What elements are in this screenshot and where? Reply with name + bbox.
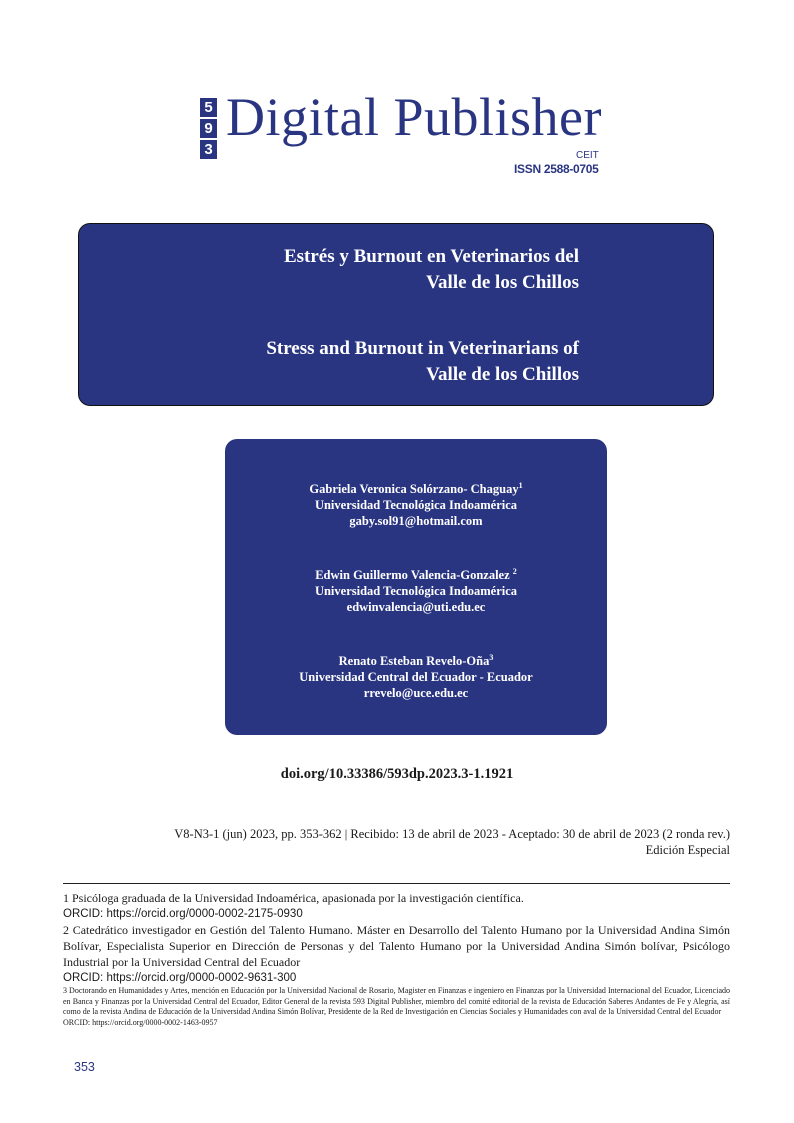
author-block [225, 478, 607, 529]
title-en-line: Stress and Burnout in Veterinarians of [266, 338, 579, 359]
doi-link[interactable]: doi.org/10.33386/593dp.2023.3-1.1921 [280, 766, 514, 782]
author-email[interactable]: edwinvalencia@uti.edu.ec [346, 600, 486, 615]
author-name-line [225, 650, 607, 669]
author-affiliation: Universidad Tecnológica Indoamérica [314, 584, 518, 599]
logo-name: Digital Publisher [226, 87, 602, 147]
title-box [78, 223, 714, 406]
author-name: Gabriela Veronica Solórzano- Chaguay [309, 482, 519, 497]
footnote-1-orcid[interactable]: ORCID: https://orcid.org/0000-0002-2175-0930 [63, 908, 303, 920]
title-english [266, 336, 579, 388]
author-footnote-mark: 3 [489, 653, 494, 662]
footnote-divider [63, 883, 730, 884]
author-footnote-mark: 1 [518, 481, 523, 490]
page-number: 353 [74, 1060, 95, 1074]
footnotes [63, 890, 730, 1028]
title-spanish [284, 244, 579, 296]
author-block [225, 650, 607, 701]
logo-sub: CEIT [576, 150, 599, 161]
journal-logo [200, 87, 620, 180]
issue-info [174, 826, 730, 858]
author-affiliation: Universidad Tecnológica Indoamérica [314, 498, 518, 513]
footnote-3: 3 Doctorando en Humanidades y Artes, mención en Educación por la Universidad Nacional de Rosario, Magister en Finanzas e ingeniero en Finanzas por la Universidad Internacional del Ecuador, Licenciado en Banca y Finanzas por la Universidad Central del Ecuador, Editor General de la revista 593 Digital Publisher, miembro del comité editorial de la revista de Educación Saberes Andantes de Fe y Alegría, así como de la revista Andina de Educación de la Universidad Andina Simón Bolívar, Presidente de la Red de Investigación en Ciencias Sociales y Humanidades con aval de la Universidad Central del Ecuador [63, 986, 730, 1017]
footnote-2: 2 Catedrático investigador en Gestión del Talento Humano. Máster en Desarrollo del Talento Humano por la Universidad Andina Simón Bolívar, Especialista Superior en Dirección de Personas y del Talento Humano por la Universidad Andina Simón bolívar, Psicólogo Industrial por la Universidad Central del Ecuador [63, 923, 730, 969]
author-affiliation: Universidad Central del Ecuador - Ecuador [299, 670, 533, 685]
logo-issn: ISSN 2588-0705 [514, 162, 599, 176]
author-email[interactable]: rrevelo@uce.edu.ec [363, 686, 469, 701]
title-es-line: Estrés y Burnout en Veterinarios del [283, 246, 579, 267]
issue-details: V8-N3-1 (jun) 2023, pp. 353-362 | Recibido: 13 de abril de 2023 - Aceptado: 30 de abril de 2023 (2 ronda rev.) [174, 827, 730, 841]
author-block [225, 564, 607, 615]
author-name: Renato Esteban Revelo-Oña [338, 654, 490, 669]
issue-edition: Edición Especial [645, 843, 730, 857]
footnote-1: 1 Psicóloga graduada de la Universidad Indoamérica, apasionada por la investigación científica. [63, 891, 524, 905]
author-footnote-mark: 2 [512, 567, 517, 576]
footnote-2-orcid[interactable]: ORCID: https://orcid.org/0000-0002-9631-300 [63, 972, 297, 984]
author-email[interactable]: gaby.sol91@hotmail.com [349, 514, 483, 529]
title-es-line: Valle de los Chillos [426, 272, 579, 293]
footnote-3-orcid[interactable]: ORCID: https://orcid.org/0000-0002-1463-0957 [63, 1017, 218, 1027]
authors-box [225, 439, 607, 735]
logo-digit: 9 [200, 119, 217, 138]
logo-digits [200, 98, 218, 161]
logo-digit: 3 [200, 140, 217, 159]
author-name-line [225, 564, 607, 583]
author-name: Edwin Guillermo Valencia-Gonzalez [315, 568, 513, 583]
logo-digit: 5 [200, 98, 217, 117]
title-en-line: Valle de los Chillos [426, 364, 579, 385]
author-name-line [225, 478, 607, 497]
